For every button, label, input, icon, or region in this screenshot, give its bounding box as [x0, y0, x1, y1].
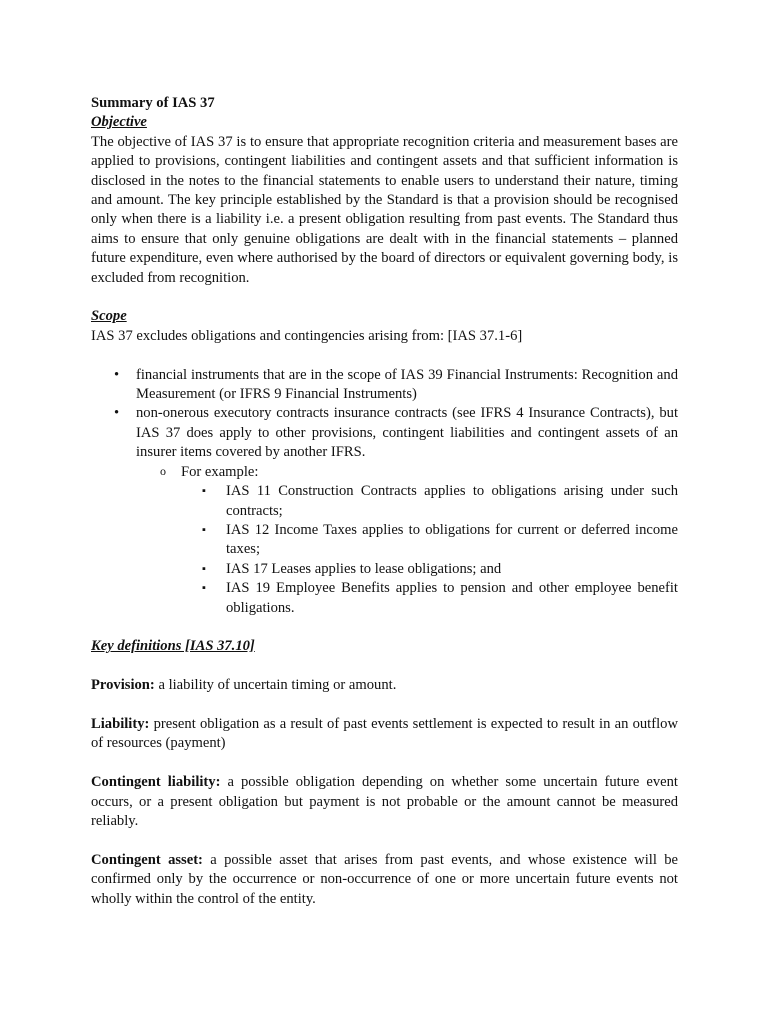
spacer [91, 831, 678, 850]
objective-paragraph: The objective of IAS 37 is to ensure that appropriate recognition criteria and measurement bases are applied to provisions, contingent liabilities and contingent assets and that sufficient information is disclosed in the notes to the financial statements to enable users to understand their nature, timing and amount. The key principle established by the Standard is that a provision should be recognised only when there is a liability i.e. a present obligation resulting from past events. The Standard thus aims to ensure that only genuine obligations are dealt with in the financial statements – planned future expenditure, even where authorised by the board of directors or equivalent governing body, is excluded from recognition. [91, 133, 678, 286]
list-item-text: non-onerous executory contracts insurance contracts (see IFRS 4 Insurance Contracts), but IAS 37 does apply to other provisions, contingent liabilities and contingent assets of an insurer items covered by another IFRS. [136, 405, 678, 461]
definition-term: Provision: [91, 677, 155, 694]
document-page [91, 94, 678, 909]
spacer [91, 346, 678, 365]
definition-liability [91, 715, 678, 754]
list-item [91, 482, 678, 521]
definitions-heading: Key definitions [IAS 37.10] [91, 638, 255, 655]
list-item-text: financial instruments that are in the scope of IAS 39 Financial Instruments: Recognition and Measurement (or IFRS 9 Financial Instruments) [136, 366, 678, 403]
list-item [91, 521, 678, 560]
definition-term: Contingent liability: [91, 774, 221, 791]
definition-term: Liability: [91, 715, 150, 732]
list-item-text: IAS 17 Leases applies to lease obligations; and [226, 560, 502, 577]
scope-heading: Scope [91, 308, 127, 325]
list-item [91, 366, 678, 405]
list-item [91, 560, 678, 579]
spacer [91, 754, 678, 773]
list-item-text: IAS 19 Employee Benefits applies to pension and other employee benefit obligations. [226, 580, 678, 616]
sub-bullet-list [136, 463, 678, 618]
spacer [91, 696, 678, 715]
scope-intro: IAS 37 excludes obligations and contingencies arising from: [IAS 37.1-6] [91, 327, 523, 344]
scope-bullet-list [91, 366, 678, 618]
list-item-text: IAS 11 Construction Contracts applies to obligations arising under such contracts; [226, 483, 678, 519]
list-item [91, 404, 678, 617]
definition-provision [91, 676, 678, 695]
objective-heading: Objective [91, 114, 147, 131]
definition-contingent-asset [91, 851, 678, 909]
example-list [181, 482, 678, 618]
definition-term: Contingent asset: [91, 851, 203, 868]
list-item-text: IAS 12 Income Taxes applies to obligations for current or deferred income taxes; [226, 521, 678, 558]
spacer [91, 657, 678, 676]
list-item [91, 463, 678, 618]
list-item [91, 579, 678, 618]
list-item-text: For example: [181, 463, 259, 480]
document-title: Summary of IAS 37 [91, 95, 215, 111]
definition-text: a liability of uncertain timing or amount. [154, 677, 397, 694]
spacer [91, 288, 678, 307]
definition-contingent-liability [91, 773, 678, 831]
definition-text: a possible obligation depending on whether some uncertain future event occurs, or a present obligation but payment is not probable or the amount cannot be measured reliably. [91, 774, 678, 829]
definition-text: a possible asset that arises from past events, and whose existence will be confirmed only by the occurrence or non-occurrence of one or more uncertain future events not wholly within the control of the entity. [91, 851, 678, 907]
spacer [91, 618, 678, 637]
definition-text: present obligation as a result of past events settlement is expected to result in an outflow of resources (payment) [91, 715, 678, 752]
